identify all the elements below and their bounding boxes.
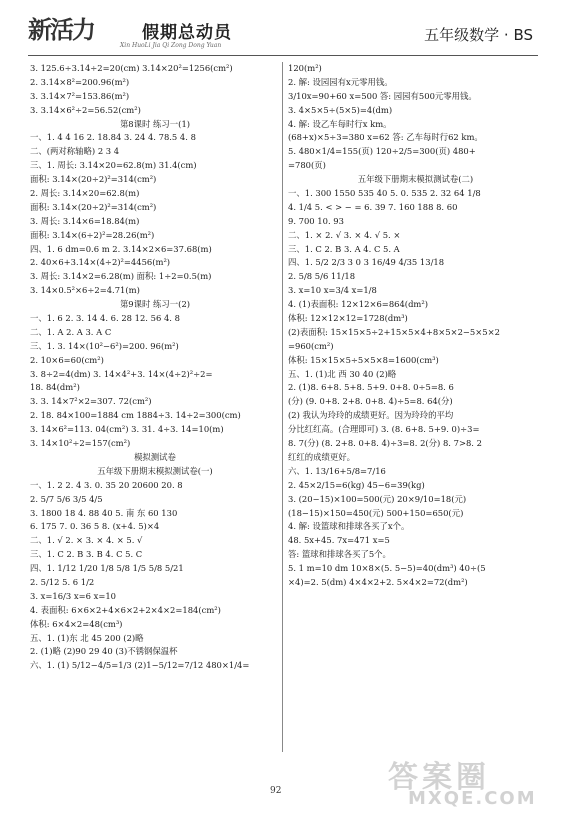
answer-line: 3. 周长: 3.14×2=6.28(m) 面积: 1÷2=0.5(m) xyxy=(30,271,212,282)
answer-line: 四、1. 6 dm=0.6 m 2. 3.14×2×6=37.68(m) xyxy=(30,243,212,254)
answer-line: 三、1. C 2. B 3. B 4. C 5. C xyxy=(30,549,143,560)
answer-line: 一、1. 6 2. 3. 14 4. 6. 28 12. 56 4. 8 xyxy=(30,313,180,324)
answer-line: 五年级下册期末模拟测试卷(二) xyxy=(357,174,474,185)
answer-line: 6. 175 7. 0. 36 5 8. (x+4. 5)×4 xyxy=(30,521,160,532)
answer-line: 4. 1/4 5. < > − = 6. 39 7. 160 188 8. 60 xyxy=(288,201,458,212)
answer-line: 一、1. 300 1550 535 40 5. 0. 535 2. 32 64 1/8 xyxy=(288,188,481,199)
left-answer-column xyxy=(30,62,280,673)
answer-line: 第9课时 练习一(2) xyxy=(119,299,191,310)
answer-line: 面积: 3.14×(20÷2)²=314(cm²) xyxy=(30,201,157,212)
answer-line: 3. 14×0.5²×6÷2=4.71(m) xyxy=(30,285,140,296)
watermark-text: 答案圈 xyxy=(388,760,490,795)
answer-line: 3. x=16/3 x=6 x=10 xyxy=(30,590,116,601)
answer-line: 面积: 3.14×(6÷2)²=28.26(m²) xyxy=(30,229,155,240)
answer-line: 体积: 12×12×12=1728(dm³) xyxy=(288,313,408,324)
grade-subject-label: 五年级数学 · BS xyxy=(424,26,533,44)
page-header xyxy=(0,0,565,64)
answer-line: 3. 周长: 3.14×6=18.84(m) xyxy=(30,215,140,226)
answer-line: 体积: 15×15×5÷5×5×8=1600(cm³) xyxy=(288,354,439,365)
answer-line: 3. 4×5×5÷(5×5)=4(dm) xyxy=(288,104,393,115)
answer-line: 三、1. 3. 14×(10²−6²)=200. 96(m²) xyxy=(30,340,179,351)
answer-line: 4. 表面积: 6×6×2+4×6×2+2×4×2=184(cm²) xyxy=(30,604,221,615)
right-answer-column xyxy=(288,62,543,590)
answer-line: 3. 3.14×6²÷2=56.52(cm²) xyxy=(30,104,141,115)
answer-line: 8. 7(分) (8. 2+8. 0+8. 4)÷3=8. 2(分) 8. 7>8. 2 xyxy=(288,438,482,449)
answer-line: 六、1. 13/16+5/8=7/16 xyxy=(288,465,386,476)
page-number: 92 xyxy=(270,786,282,796)
answer-line: 五、1. (1)东 北 45 200 (2)略 xyxy=(30,632,144,643)
answer-line: 3. 8÷2=4(dm) 3. 14×4²+3. 14×(4÷2)²÷2= xyxy=(30,368,213,379)
answer-line: 3. x=10 x=3/4 x=1/8 xyxy=(288,285,377,296)
answer-line: 4. 解: 设篮球和排球各买了x个。 xyxy=(288,521,410,532)
answer-line: 120(m²) xyxy=(288,63,322,73)
answer-line: 2. 5/7 5/6 3/5 4/5 xyxy=(30,493,103,504)
column-divider xyxy=(282,62,283,752)
answer-line: 四、1. 5/2 2/3 3 0 3 16/49 4/35 13/18 xyxy=(288,257,445,268)
answer-line: (18−15)×150=450(元) 500+150=650(元) xyxy=(288,507,464,518)
watermark-url: MXQE.COM xyxy=(408,788,537,809)
answer-line: 3. (20−15)×100=500(元) 20×9/10=18(元) xyxy=(288,493,467,504)
answer-line: 二、1. A 2. A 3. A C xyxy=(30,326,112,337)
series-logo: 新活力 xyxy=(28,16,94,44)
answer-line: (68+x)×5÷3=380 x=62 答: 乙车每时行62 km。 xyxy=(288,132,483,143)
answer-line: 第8课时 练习一(1) xyxy=(119,118,191,129)
answer-line: 3. 3. 14×7²×2=307. 72(cm²) xyxy=(30,396,152,407)
answer-line: 3. 14×10²÷2=157(cm²) xyxy=(30,438,131,449)
answer-line: 六、1. (1) 5/12−4/5=1/3 (2)1−5/12=7/12 480×1/4= xyxy=(30,660,250,671)
answer-line: 2. 3.14×8²=200.96(m²) xyxy=(30,76,130,87)
answer-line: =960(cm²) xyxy=(288,340,334,351)
answer-line: 3. 125.6÷3.14÷2=20(cm) 3.14×20²=1256(cm²) xyxy=(30,63,233,73)
answer-line: 3/10x=90+60 x=500 答: 园园有500元零用钱。 xyxy=(288,90,477,101)
answer-line: 面积: 3.14×(20÷2)²=314(cm²) xyxy=(30,174,157,185)
answer-line: 2. 5/8 5/6 11/18 xyxy=(288,271,356,282)
answer-line: 答: 篮球和排球各买了5个。 xyxy=(288,549,391,560)
answer-line: 分比红红高。(合理即可) 3. (8. 6+8. 5+9. 0)÷3= xyxy=(288,424,480,435)
answer-line: (2)表面积: 15×15×5÷2+15×5×4+8×5×2−5×5×2 xyxy=(288,326,500,337)
answer-line: 2. 45×2/15=6(kg) 45−6=39(kg) xyxy=(288,479,425,490)
answer-line: (分) (9. 0+8. 2+8. 0+8. 4)÷5=8. 64(分) xyxy=(288,396,453,407)
answer-line: 5. 480×1/4=155(页) 120÷2/5=300(页) 480+ xyxy=(288,146,476,157)
answer-line: 三、1. C 2. B 3. A 4. C 5. A xyxy=(288,243,400,254)
answer-line: ×4)=2. 5(dm) 4×4×2+2. 5×4×2=72(dm²) xyxy=(288,576,468,587)
answer-line: 3. 3.14×7²=153.86(m²) xyxy=(30,90,130,101)
answer-line: 2. 40×6+3.14×(4÷2)²=4456(m²) xyxy=(30,257,171,268)
answer-line: 一、1. 4 4 16 2. 18.84 3. 24 4. 78.5 4. 8 xyxy=(30,132,196,143)
answer-line: 2. 10×6=60(cm²) xyxy=(30,354,104,365)
answer-line: 3. 1800 18 4. 88 40 5. 南 东 60 130 xyxy=(30,507,178,518)
answer-line: 模拟测试卷 xyxy=(134,451,176,462)
series-pinyin: Xin HuoLi Jia Qi Zong Dong Yuan xyxy=(120,42,222,49)
answer-line: 二、(两对称轴略) 2 3 4 xyxy=(30,146,120,157)
answer-line: 五、1. (1)北 西 30 40 (2)略 xyxy=(288,368,397,379)
answer-line: 二、1. × 2. √ 3. × 4. √ 5. × xyxy=(288,229,401,240)
answer-line: 9. 700 10. 93 xyxy=(288,215,344,226)
answer-line: 2. (1)8. 6+8. 5+8. 5+9. 0+8. 0÷5=8. 6 xyxy=(288,382,454,393)
answer-line: 2. 18. 84×100=1884 cm 1884÷3. 14÷2=300(cm) xyxy=(30,410,241,421)
answer-line: 18. 84(dm²) xyxy=(30,382,80,393)
answer-line: 48. 5x+45. 7x=471 x=5 xyxy=(288,535,390,546)
answer-line: 体积: 6×4×2=48(cm³) xyxy=(30,618,123,629)
answer-line: 2. 5/12 5. 6 1/2 xyxy=(30,576,95,587)
answer-line: 4. (1)表面积: 12×12×6=864(dm²) xyxy=(288,299,428,310)
answer-line: 红红的成绩更好。 xyxy=(288,451,355,462)
answer-line: =780(页) xyxy=(288,160,326,171)
answer-line: 5. 1 m=10 dm 10×8×(5. 5−5)=40(dm³) 40÷(5 xyxy=(288,563,486,574)
answer-line: 四、1. 1/12 1/20 1/8 5/8 1/5 5/8 5/21 xyxy=(30,563,184,574)
answer-line: (2) 我认为玲玲的成绩更好。因为玲玲的平均 xyxy=(288,410,454,421)
series-title: 假期总动员 xyxy=(142,23,232,43)
answer-line: 2. (1)略 (2)90 29 40 (3)不锈钢保温杯 xyxy=(30,646,178,657)
answer-line: 3. 14×6²=113. 04(cm²) 3. 31. 4÷3. 14=10(m) xyxy=(30,424,224,435)
watermark-logo xyxy=(378,752,553,812)
answer-line: 2. 周长: 3.14×20=62.8(m) xyxy=(30,188,140,199)
answer-line: 五年级下册期末模拟测试卷(一) xyxy=(97,465,213,476)
answer-line: 三、1. 周长: 3.14×20=62.8(m) 31.4(cm) xyxy=(30,160,197,171)
answer-line: 二、1. √ 2. × 3. × 4. × 5. √ xyxy=(30,535,143,546)
header-rule xyxy=(28,55,538,56)
answer-line: 一、1. 2 2. 4 3. 0. 35 20 20600 20. 8 xyxy=(30,479,183,490)
answer-line: 2. 解: 设园园有x元零用钱。 xyxy=(288,76,393,87)
answer-line: 4. 解: 设乙车每时行x km。 xyxy=(288,118,392,129)
